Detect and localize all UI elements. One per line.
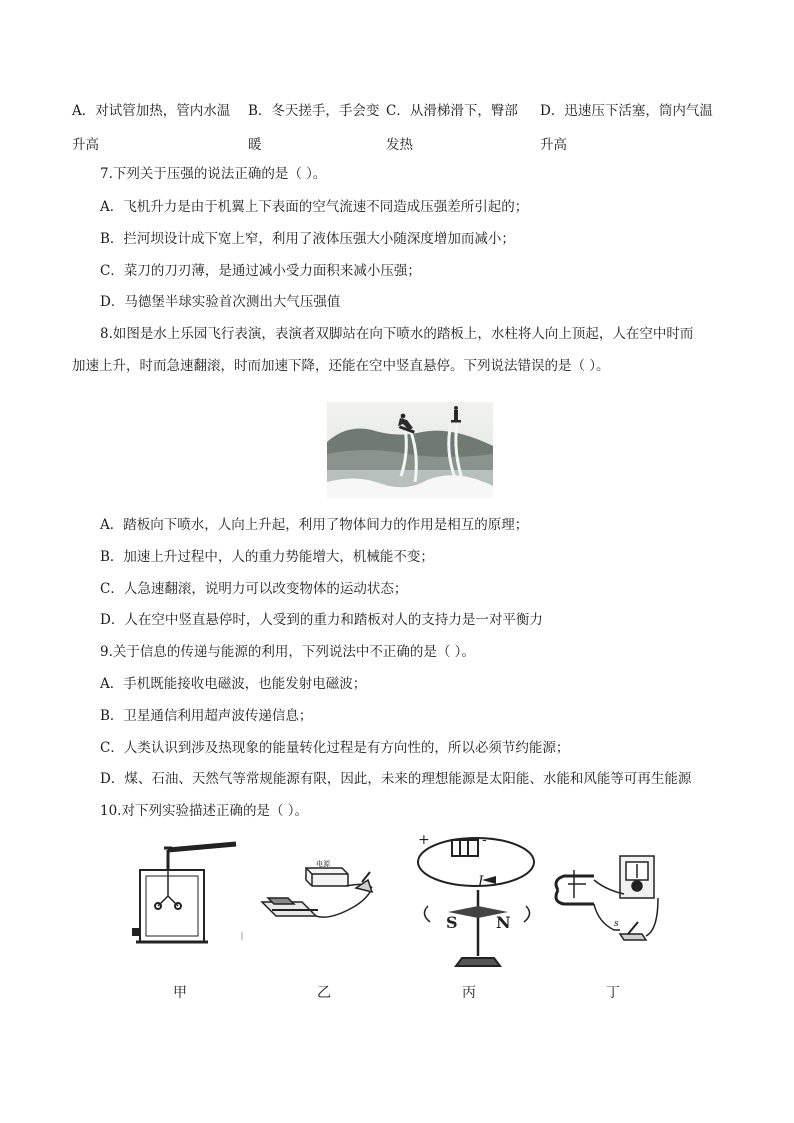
q8-option-c: C．人急速翻滚，说明力可以改变物体的运动状态； [100, 581, 408, 597]
q6-option-a [72, 100, 230, 156]
water-jetpack-photo [327, 402, 493, 498]
q8-option-a: A．踏板向下喷水，人向上升起，利用了物体间力的作用是相互的原理； [100, 517, 529, 533]
figure-ding [554, 850, 674, 946]
caption-jia: 甲 [173, 985, 187, 1001]
q6-option-b-line1: B．冬天搓手，手会变 [248, 103, 380, 119]
q6-option-b [248, 100, 379, 156]
q9-stem: 9.关于信息的传递与能源的利用，下列说法中不正确的是（ ）。 [100, 644, 475, 660]
q9-option-b: B．卫星通信利用超声波传递信息； [100, 708, 313, 724]
figure-yi [258, 858, 378, 938]
figure-jia-svg [128, 836, 248, 946]
south-pole-label: S [446, 913, 458, 932]
q7-option-c: C．菜刀的刀刃薄，是通过减小受力面积来减小压强； [100, 263, 421, 279]
switch-s-label: s [614, 919, 619, 929]
q9-option-d: D．煤、石油、天然气等常规能源有限，因此，未来的理想能源是太阳能、水能和风能等可再生能源 [100, 771, 692, 787]
q8-stem-line2: 加速上升，时而急速翻滚，时而加速下降，还能在空中竖直悬停。下列说法错误的是（ ）。 [72, 358, 610, 374]
q9-option-a: A．手机既能接收电磁波，也能发射电磁波； [100, 676, 367, 692]
q6-option-a-line2: 升高 [72, 137, 99, 153]
q10-stem: 10.对下列实验描述正确的是（ ）。 [100, 803, 309, 819]
q7-option-d: D．马德堡半球实验首次测出大气压强值 [100, 294, 341, 310]
q6-option-c-line1: C．从滑梯滑下，臀部 [386, 103, 518, 119]
q6-option-c [386, 100, 518, 156]
q6-option-d-line2: 升高 [540, 137, 567, 153]
figure-yi-svg [258, 858, 378, 938]
minus-label: - [482, 832, 487, 848]
water-jetpack-photo-svg [327, 402, 493, 498]
figure-jia [128, 836, 248, 946]
q7-option-b: B．拦河坝设计成下宽上窄，利用了液体压强大小随深度增加而减小； [100, 231, 515, 247]
power-label: 电源 [316, 860, 330, 868]
north-pole-label: N [496, 913, 511, 932]
current-label: I [478, 874, 484, 890]
q8-option-d: D．人在空中竖直悬停时，人受到的重力和踏板对人的支持力是一对平衡力 [100, 612, 543, 628]
caption-ding: 丁 [606, 985, 620, 1001]
q7-option-a: A．飞机升力是由于机翼上下表面的空气流速不同造成压强差所引起的； [100, 199, 529, 215]
q7-stem: 7.下列关于压强的说法正确的是（ ）。 [100, 166, 327, 182]
q6-option-d [540, 100, 713, 156]
q6-option-a-line1: A．对试管加热，管内水温 [72, 103, 231, 119]
q9-option-c: C．人类认识到涉及热现象的能量转化过程是有方向性的，所以必须节约能源； [100, 740, 570, 756]
q8-option-b: B．加速上升过程中，人的重力势能增大，机械能不变； [100, 549, 434, 565]
q6-option-d-line1: D．迅速压下活塞，筒内气温 [540, 103, 713, 119]
figure-bing-svg [412, 828, 542, 970]
figure-ding-svg [554, 850, 674, 946]
caption-yi: 乙 [317, 985, 331, 1001]
figure-bing [412, 828, 542, 970]
q6-option-c-line2: 发热 [386, 137, 413, 153]
q6-option-b-line2: 暖 [248, 137, 262, 153]
caption-bing: 丙 [462, 985, 476, 1001]
plus-label: + [418, 832, 430, 848]
q8-stem-line1: 8.如图是水上乐园飞行表演，表演者双脚站在向下喷水的踏板上，水柱将人向上顶起，人在空中时而 [100, 326, 694, 342]
